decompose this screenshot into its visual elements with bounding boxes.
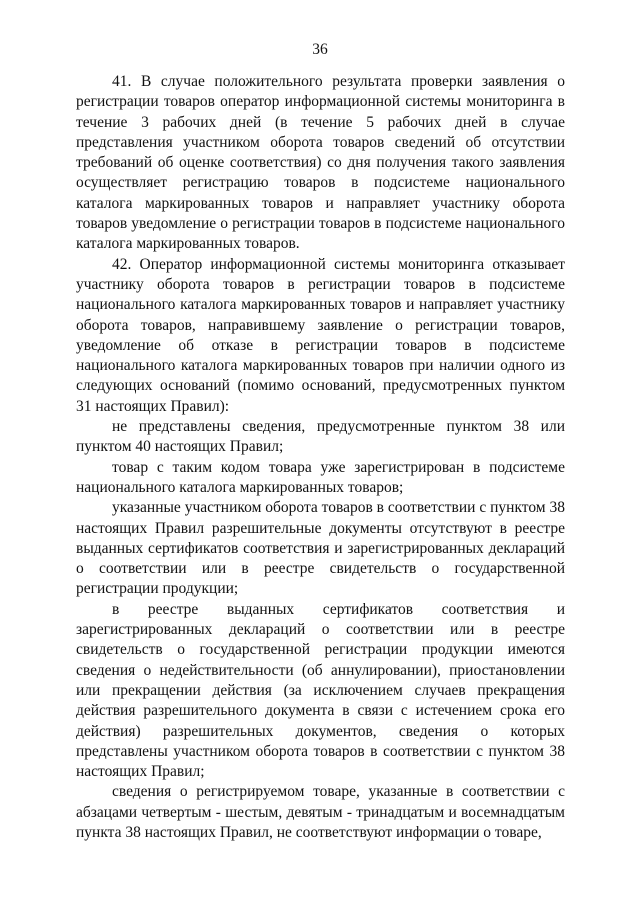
- page-number: 36: [312, 41, 328, 58]
- paragraph-42: 42. Оператор информационной системы мониторинга отказывает участнику оборота товаров в регистрации товаров в подсистеме национального каталога маркированных товаров и направляет участнику оборота товаров, направившему заявление о регистрации товаров, уведомление об отказе в регистрации товаров в подсистеме национального каталога маркированных товаров при наличии одного из следующих оснований (помимо оснований, предусмотренных пунктом 31 настоящих Правил):: [76, 255, 565, 415]
- paragraph-41: 41. В случае положительного результата проверки заявления о регистрации товаров оператор информационной системы мониторинга в течение 3 рабочих дней (в течение 5 рабочих дней в случае представления участником оборота товаров сведений об отсутствии требований об оценке соответствия) со дня получения такого заявления осуществляет регистрацию товаров в подсистеме национального каталога маркированных товаров и направляет участнику оборота товаров уведомление о регистрации товаров в подсистеме национального каталога маркированных товаров.: [76, 73, 565, 253]
- list-item-already-registered: товар с таким кодом товара уже зарегистрирован в подсистеме национального каталога маркированных товаров;: [76, 458, 565, 496]
- list-item-info-mismatch: сведения о регистрируемом товаре, указанные в соответствии с абзацами четвертым - шестым, девятым - тринадцатым и восемнадцатым пункта 38 настоящих Правил, не соответствуют информации о товаре,: [76, 783, 565, 841]
- document-body: [76, 72, 565, 843]
- list-item-documents-absent: указанные участником оборота товаров в соответствии с пунктом 38 настоящих Правил разрешительные документы отсутствуют в реестре выданных сертификатов соответствия и зарегистрированных деклараций о соответствии или в реестре свидетельств о государственной регистрации продукции;: [76, 499, 565, 598]
- list-item-missing-info: не представлены сведения, предусмотренные пунктом 38 или пунктом 40 настоящих Правил;: [76, 418, 565, 456]
- list-item-documents-invalid: в реестре выданных сертификатов соответствия и зарегистрированных деклараций о соответствии или в реестре свидетельств о государственной регистрации продукции имеются сведения о недействительности (об аннулировании), приостановлении или прекращении действия (за исключением случаев прекращения действия разрешительного документа в связи с истечением срока его действия) разрешительных документов, сведения о которых представлены участником оборота товаров в соответствии с пунктом 38 настоящих Правил;: [76, 600, 565, 781]
